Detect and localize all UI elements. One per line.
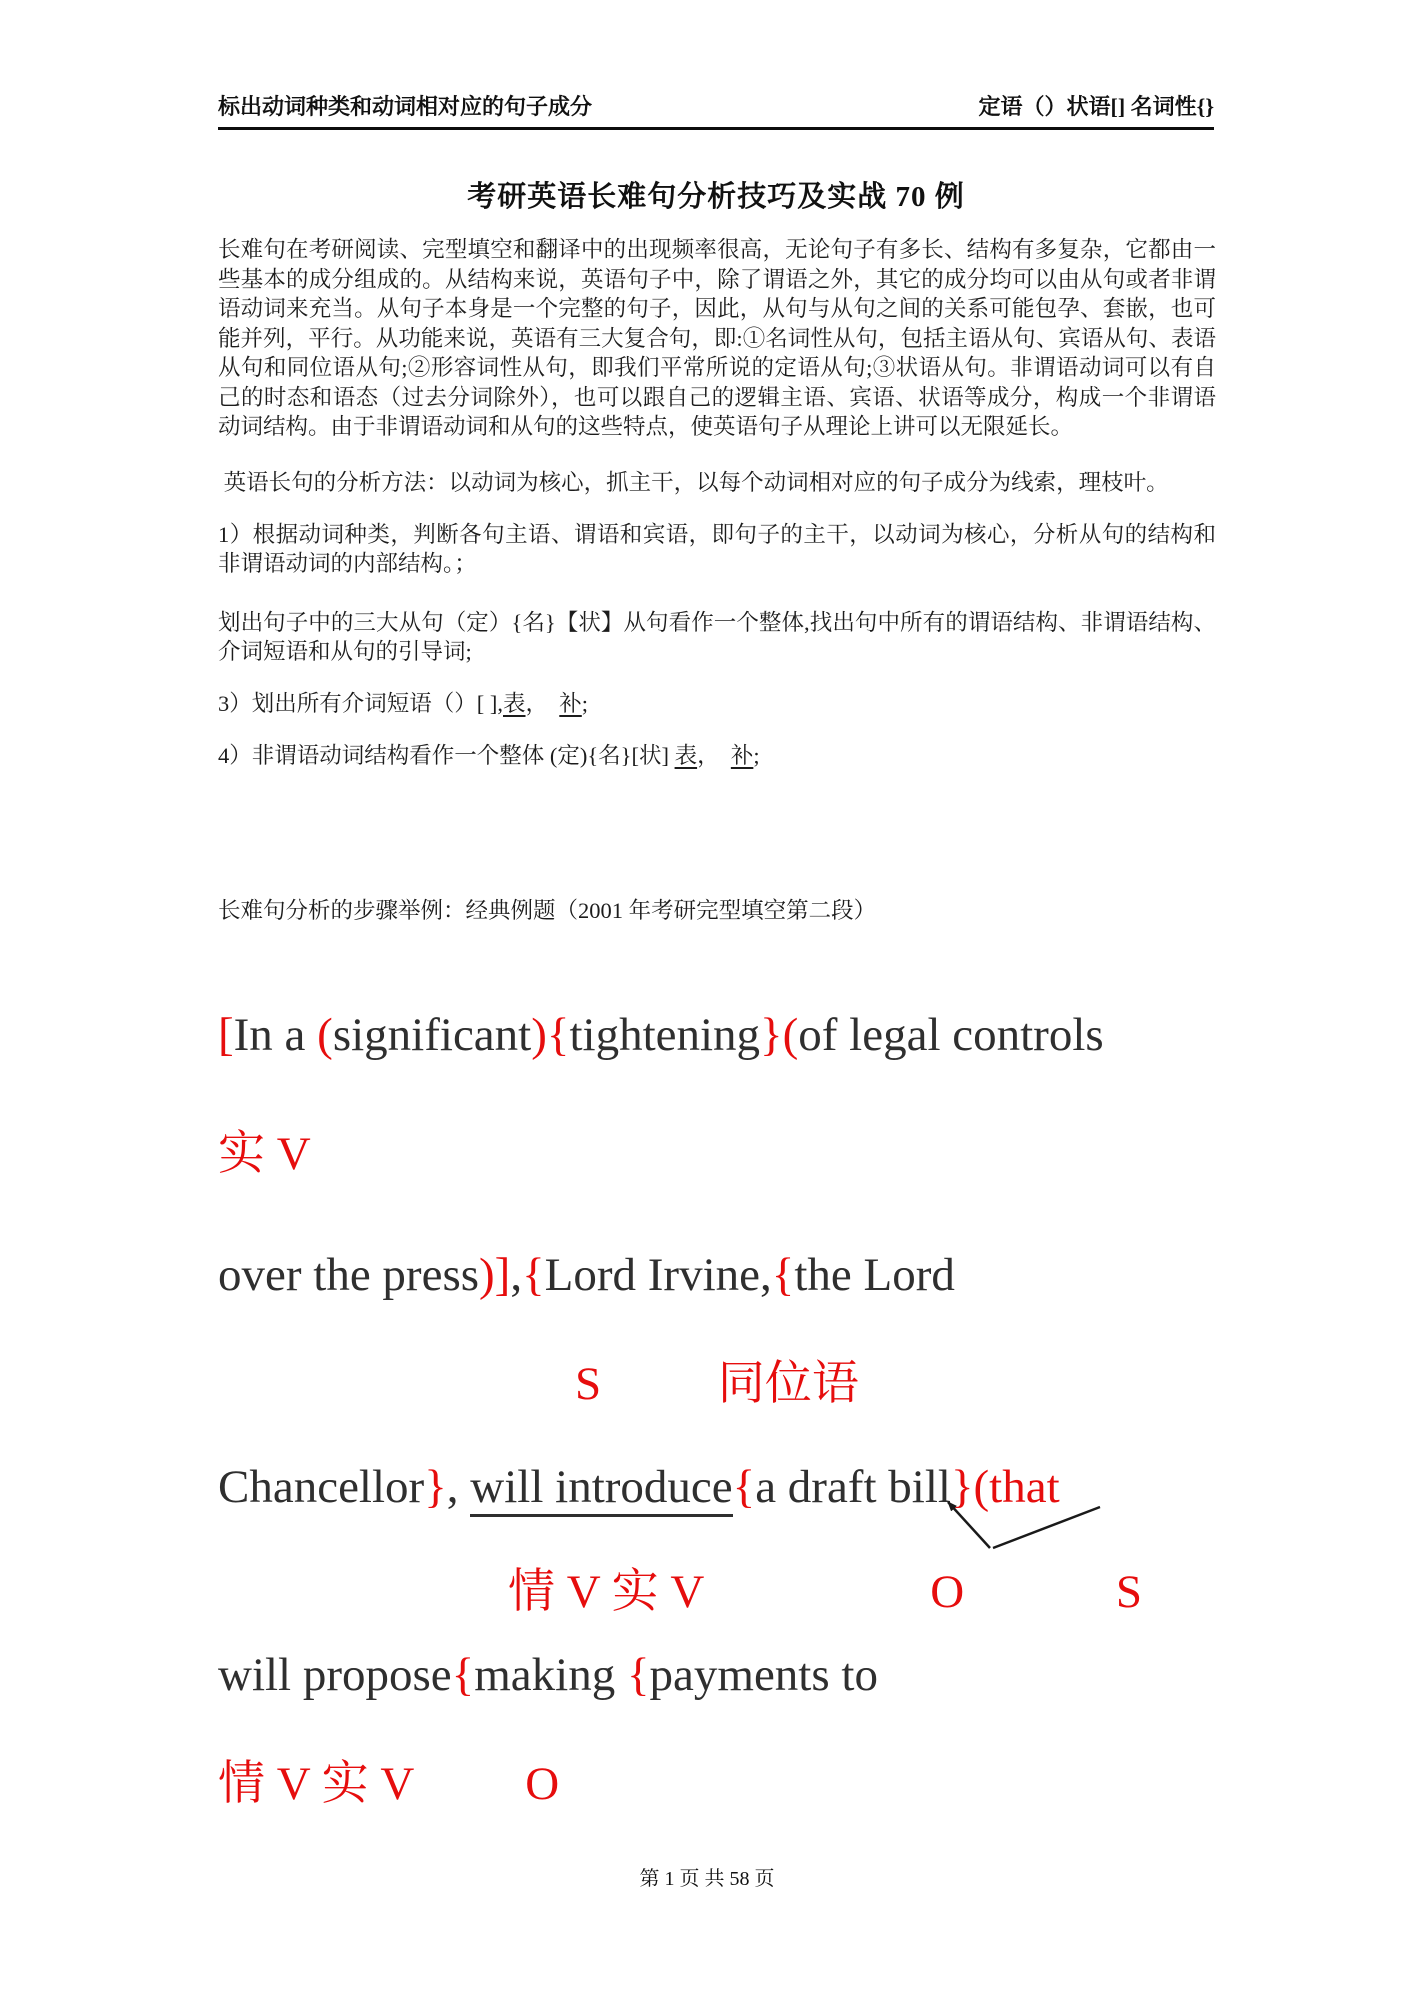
text-segment: tightening — [569, 1009, 761, 1061]
text-segment: 3）划出所有介词短语（）[ ], — [218, 691, 503, 716]
text-segment: )] — [479, 1249, 511, 1301]
text-segment: { — [451, 1649, 475, 1701]
example-sentence-line-2 — [218, 1244, 955, 1306]
body-content — [218, 235, 1216, 771]
document-title: 考研英语长难句分析技巧及实战 70 例 — [467, 181, 965, 213]
page-header — [218, 92, 1214, 130]
text-segment: [ — [218, 1009, 234, 1061]
annotation-shi-v-label: 实 V — [218, 1128, 311, 1180]
method-paragraph: 英语长句的分析方法：以动词为核心，抓主干，以每个动词相对应的句子成分为线索，理枝叶。 — [218, 469, 1169, 495]
text-segment: a draft bill — [755, 1461, 951, 1513]
step-4-paragraph — [218, 741, 1216, 771]
text-segment: ， — [697, 743, 731, 768]
text-segment: } — [950, 1461, 974, 1513]
text-segment: payments to — [649, 1649, 878, 1701]
text-segment: 表 — [503, 691, 526, 716]
annotation-subject-apposition-line — [218, 1354, 859, 1414]
annotation-subject-label-2: S — [1115, 1566, 1143, 1618]
text-segment: , — [510, 1249, 523, 1301]
text-segment: ; — [753, 743, 760, 768]
annotation-subject-label: S — [575, 1358, 602, 1410]
text-segment: will propose — [218, 1649, 452, 1701]
text-segment: 补 — [559, 691, 582, 716]
text-segment: { — [732, 1461, 756, 1513]
footer-page-number: 第 1 页 共 58 页 — [639, 1868, 775, 1890]
header-right-legend: 定语（）状语[] 名词性{} — [978, 94, 1214, 119]
annotation-arrow-icon — [894, 1484, 1114, 1574]
annotation-apposition-label: 同位语 — [717, 1358, 859, 1410]
text-segment: } — [424, 1461, 447, 1513]
step-1-paragraph: 1）根据动词种类，判断各句主语、谓语和宾语，即句子的主干，以动词为核心，分析从句的结构和非谓语动词的内部结构。； — [218, 521, 1216, 576]
annotation-modal-real-verb-label: 情 V 实 V — [508, 1566, 704, 1618]
annotation-object-label: O — [930, 1566, 965, 1618]
text-segment: (that — [973, 1461, 1060, 1513]
annotation-object-label-2: O — [525, 1758, 560, 1810]
annotation-verbs-object-subject-line — [218, 1562, 1142, 1622]
annotation-verbs-object-line — [218, 1754, 559, 1814]
text-segment: making — [474, 1649, 627, 1701]
text-segment: ){ — [531, 1009, 570, 1061]
text-segment: will introduce — [470, 1461, 732, 1517]
text-segment: { — [522, 1249, 545, 1301]
step-2-paragraph: 划出句子中的三大从句（定）{名}【状】从句看作一个整体,找出句中所有的谓语结构、非谓语结构、介词短语和从句的引导词; — [218, 609, 1216, 664]
intro-paragraph: 长难句在考研阅读、完型填空和翻译中的出现频率很高，无论句子有多长、结构有多复杂，它都由一些基本的成分组成的。从结构来说，英语句子中，除了谓语之外，其它的成分均可以由从句或者非谓语动词来充当。从句子本身是一个完整的句子，因此，从句与从句之间的关系可能包孕、套嵌，也可能并列，平行。从功能来说，英语有三大复合句，即:①名词性从句，包括主语从句、宾语从句、表语从句和同位语从句;②形容词性从句，即我们平常所说的定语从句;③状语从句。非谓语动词可以有自己的时态和语态（过去分词除外），也可以跟自己的逻辑主语、宾语、状语等成分，构成一个非谓语动词结构。由于非谓语动词和从句的这些特点，使英语句子从理论上讲可以无限延长。 — [218, 237, 1216, 439]
text-segment: 补 — [730, 743, 754, 768]
text-segment: Chancellor — [218, 1461, 425, 1513]
step-3-paragraph — [218, 689, 1216, 719]
text-segment: over the press — [218, 1249, 480, 1301]
text-segment: ， — [525, 691, 560, 716]
text-segment: { — [771, 1249, 795, 1301]
header-left-text: 标出动词种类和动词相对应的句子成分 — [218, 94, 593, 119]
text-segment: of legal controls — [798, 1009, 1104, 1061]
annotation-modal-real-verb-label-2: 情 V 实 V — [218, 1758, 414, 1810]
example-sentence-line-4 — [218, 1644, 878, 1706]
text-segment: Lord Irvine, — [544, 1249, 772, 1301]
text-segment: 4）非谓语动词结构看作一个整体 (定){名}[状] — [218, 743, 675, 768]
example-intro-line: 长难句分析的步骤举例：经典例题（2001 年考研完型填空第二段） — [218, 898, 877, 923]
text-segment: }( — [760, 1009, 799, 1061]
text-segment: 表 — [674, 743, 698, 768]
text-segment: , — [446, 1461, 471, 1513]
text-segment: ; — [581, 691, 589, 716]
text-segment: { — [626, 1649, 650, 1701]
text-segment: ( — [317, 1009, 333, 1061]
text-segment: the Lord — [794, 1249, 955, 1301]
text-segment: In a — [233, 1009, 318, 1061]
example-sentence-line-1 — [218, 1004, 1104, 1066]
text-segment: significant — [332, 1009, 532, 1061]
example-analysis-section — [218, 896, 1258, 1896]
